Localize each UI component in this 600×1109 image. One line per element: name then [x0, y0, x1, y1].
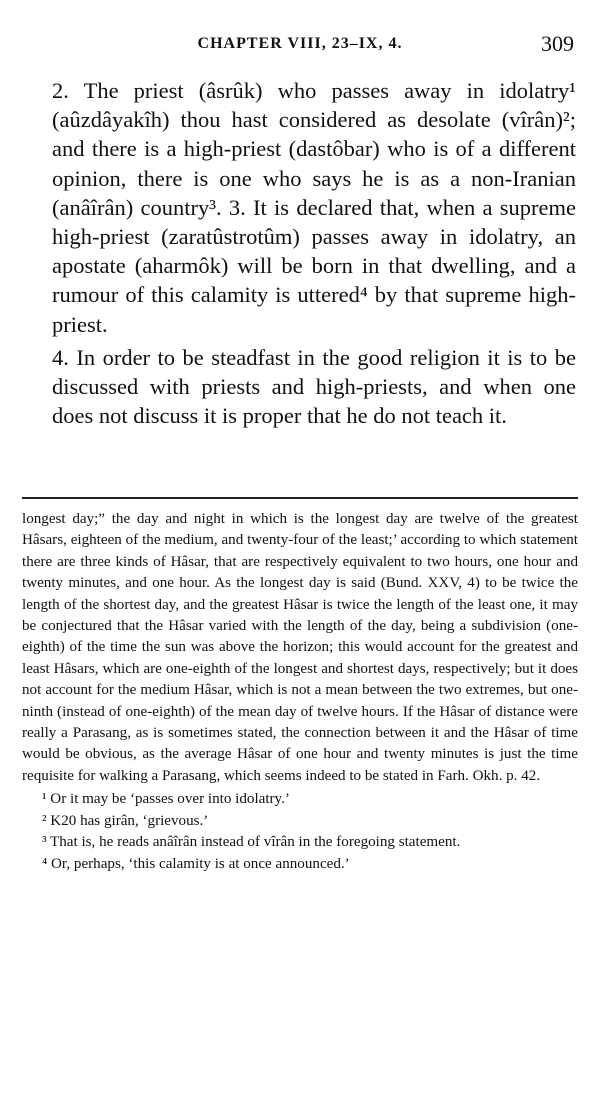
main-paragraph: 2. The priest (âsrûk) who passes away in idolatry¹ (aûzdâyakîh) thou hast considered as desolate (vîrân)²; and there is a high-priest (dastôbar) who is of a different opinion, there is one who says he is as a non-Iranian (anâîrân) country³. 3. It is declared that, when a supreme high-priest (zaratûstrotûm) passes away in idolatry, an apostate (aharmôk) will be born in that dwelling, and a rumour of this calamity is uttered⁴ by that supreme high-priest.	[52, 78, 576, 337]
page-number: 309	[541, 31, 574, 56]
footnote-list	[22, 789, 578, 875]
footnote-divider	[22, 497, 578, 499]
footnote: ³ That is, he reads anâîrân instead of vîrân in the foregoing statement.	[42, 834, 461, 851]
footnotes-section	[22, 509, 578, 875]
running-title: CHAPTER VIII, 23–IX, 4.	[197, 35, 403, 52]
main-text	[52, 76, 576, 430]
main-paragraph: 4. In order to be steadfast in the good religion it is to be discussed with priests and high-priests, and when one does not discuss it is proper that he do not teach it.	[52, 344, 576, 429]
footnote: ² K20 has girân, ‘grievous.’	[42, 812, 209, 829]
running-head	[24, 30, 576, 58]
note-continuation: longest day;” the day and night in which is the longest day are twelve of the greatest Hâsars, eighteen of the medium, and twenty-four of the least;’ according to which statement there are three kinds of Hâsar, that are respectively equivalent to two hours, one hour and twenty minutes, and one hour. As the longest day is said (Bund. XXV, 4) to be twice the length of the shortest day, and the greatest Hâsar is twice the length of the least one, it may be conjectured that the Hâsar varied with the length of the day, being a subdivision (one-eighth) of the time the sun was above the horizon; this would account for the greatest and least Hâsars, which are one-eighth of the longest and shortest days, respectively; but it does not account for the medium Hâsar, which is not a mean between the two extremes, but one-ninth (instead of one-eighth) of the mean day of twelve hours. If the Hâsar of distance were really a Parasang, as is sometimes stated, the connection between it and the Hâsar of time would be obvious, as the average Hâsar of one hour and twenty minutes is just the time requisite for walking a Parasang, which seems indeed to be stated in Farh. Okh. p. 42.	[22, 511, 578, 784]
footnote: ¹ Or it may be ‘passes over into idolatry.’	[42, 791, 290, 808]
footnote: ⁴ Or, perhaps, ‘this calamity is at once announced.’	[42, 855, 350, 872]
